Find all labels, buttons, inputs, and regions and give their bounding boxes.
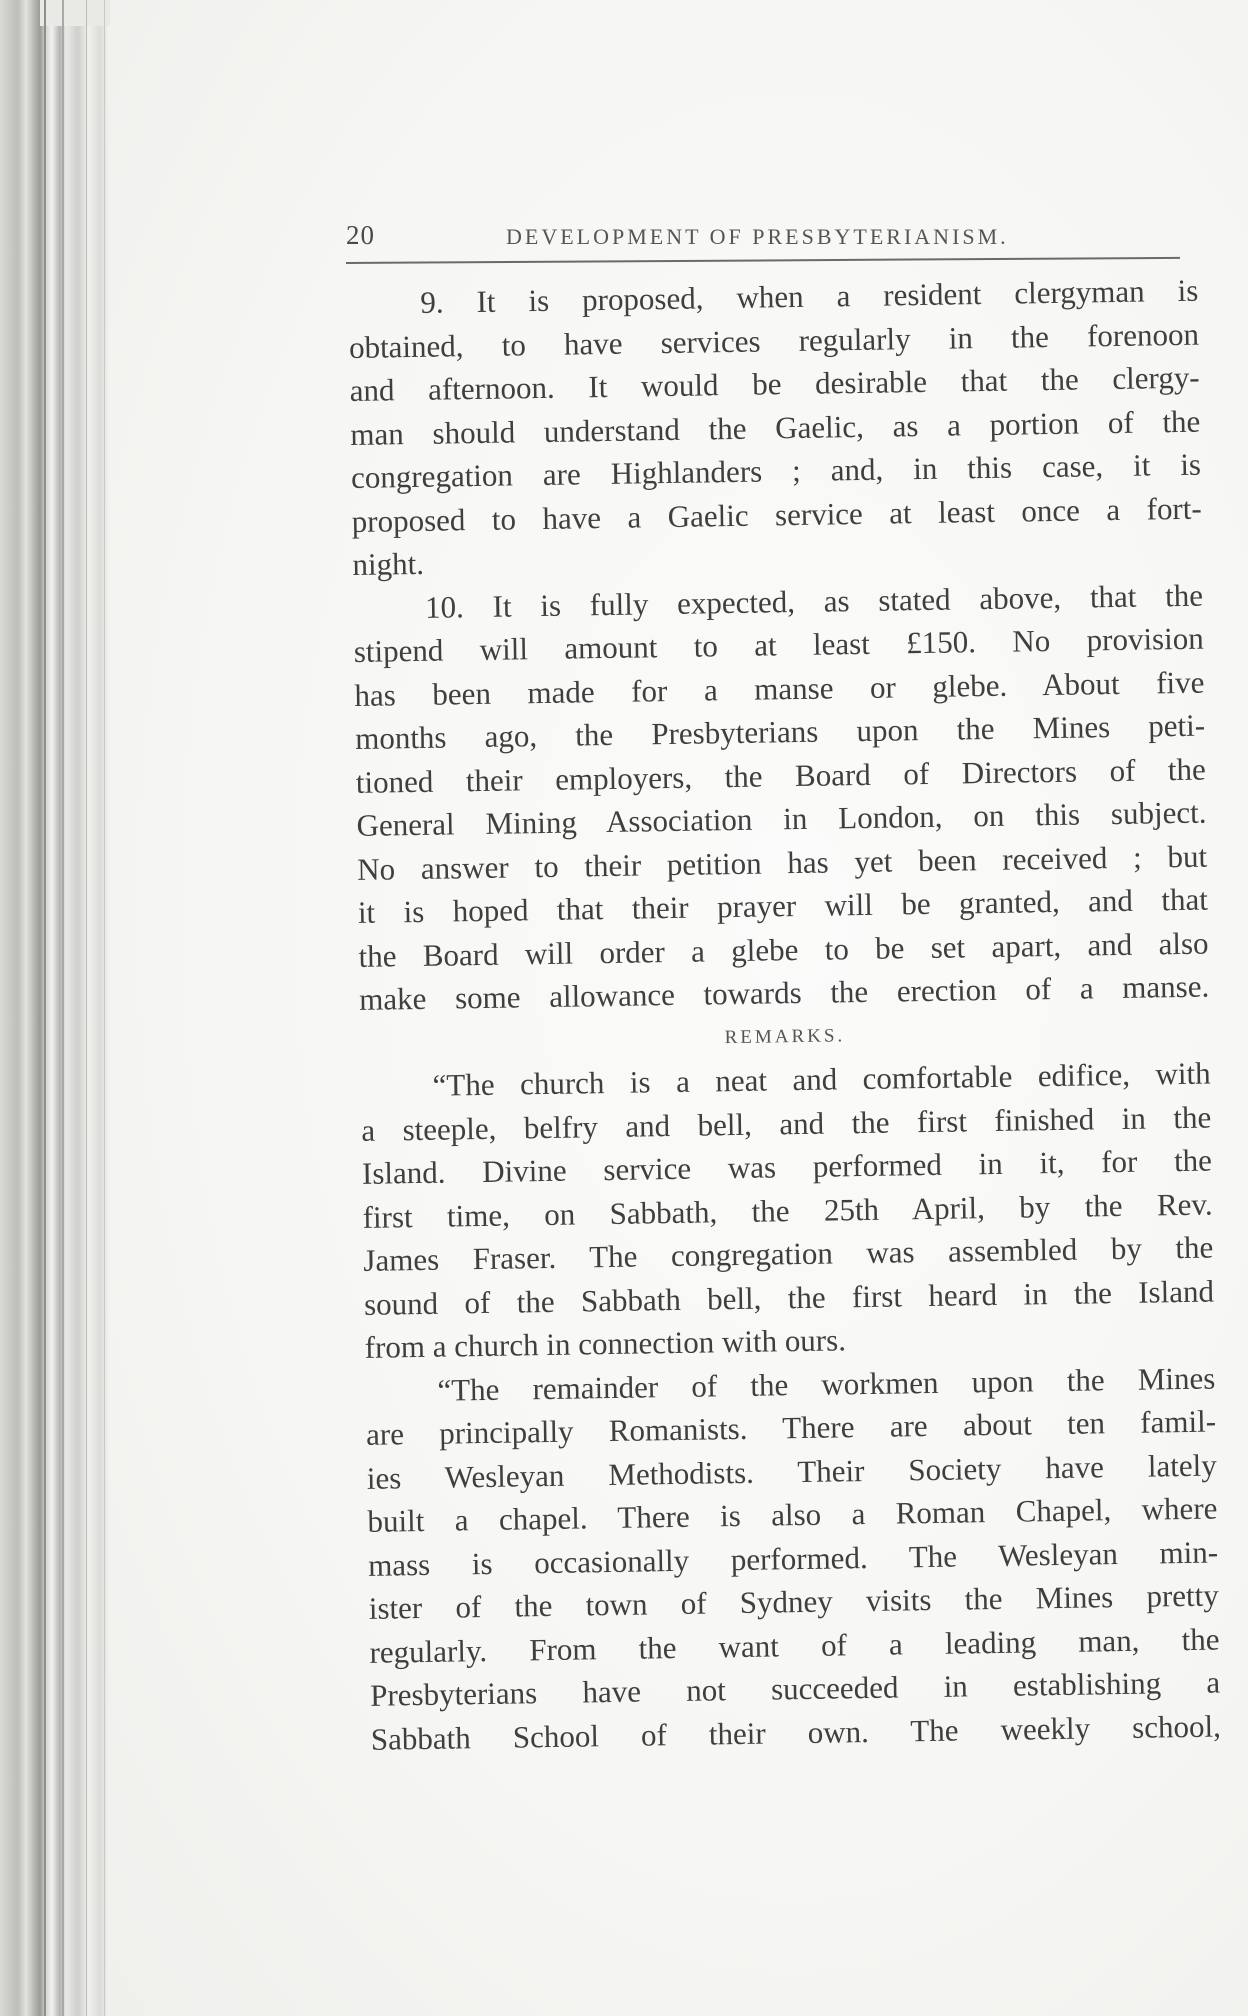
page-edge-line (62, 0, 64, 2016)
page-edge-line (86, 0, 87, 2016)
text-line: man should understand the Gaelic, as a portion of the (350, 403, 1201, 452)
text-line: months ago, the Presbyterians upon the Mines peti- (354, 707, 1206, 756)
text-line: first time, on Sabbath, the 25th April, by the Rev. (362, 1186, 1213, 1235)
text-line: from a church in connection with ours. (364, 1322, 847, 1365)
text-line: James Fraser. The congregation was assembled by the (363, 1229, 1214, 1278)
text-line: are principally Romanists. There are about ten famil- (365, 1403, 1217, 1452)
text-line: Sabbath School of their own. The weekly school, (370, 1707, 1222, 1757)
text-line: has been made for a manse or glebe. About five (354, 664, 1205, 713)
text-line: built a chapel. There is also a Roman Chapel, where (367, 1490, 1218, 1539)
running-head (346, 218, 1176, 258)
text-line: proposed to have a Gaelic service at least once a fort- (351, 490, 1202, 539)
text-line: sound of the Sabbath bell, the first heard in the Island (363, 1273, 1215, 1322)
text-line: obtained, to have services regularly in the forenoon (348, 316, 1200, 365)
text-line: General Mining Association in London, on this subject. (356, 794, 1207, 843)
page-edge-shade (40, 0, 110, 26)
text-line: “The church is a neat and comfortable edifice, with (432, 1055, 1211, 1103)
text-line: 9. It is proposed, when a resident clergyman is (420, 272, 1199, 320)
text-line: ies Wesleyan Methodists. Their Society have lately (366, 1447, 1217, 1496)
text-line: Presbyterians have not succeeded in establishing a (369, 1664, 1221, 1713)
text-line: a steeple, belfry and bell, and the first finished in the (361, 1099, 1212, 1148)
text-line: mass is occasionally performed. The Wesleyan min- (367, 1533, 1219, 1583)
text-line: tioned their employers, the Board of Directors of the (355, 751, 1207, 800)
text-line: Island. Divine service was performed in it, for the (361, 1142, 1213, 1191)
text-line: “The remainder of the workmen upon the Mines (437, 1360, 1216, 1408)
section-heading: REMARKS. (724, 1024, 846, 1048)
page-edge-line (104, 0, 105, 2016)
text-line: and afternoon. It would be desirable that the clergy- (349, 359, 1200, 408)
body-text (348, 269, 1221, 1761)
text-line: it is hoped that their prayer will be granted, and that (357, 881, 1209, 930)
text-line: No answer to their petition has yet been received ; but (356, 838, 1208, 887)
text-line: night. (352, 545, 425, 582)
running-title: DEVELOPMENT OF PRESBYTERIANISM. (506, 224, 1009, 249)
text-line: stipend will amount to at least £150. No provision (353, 620, 1204, 669)
book-page-edges (0, 0, 110, 2016)
page-number: 20 (346, 220, 375, 250)
text-line: 10. It is fully expected, as stated above, that the (424, 577, 1204, 625)
text-line: make some allowance towards the erection of a manse. (358, 968, 1210, 1017)
text-line: the Board will order a glebe to be set apart, and also (358, 925, 1209, 974)
text-line: ister of the town of Sydney visits the Mines pretty (368, 1577, 1220, 1626)
text-line: regularly. From the want of a leading man, the (369, 1620, 1220, 1670)
text-line: congregation are Highlanders ; and, in this case, it is (350, 446, 1202, 495)
page-edge-line (44, 0, 46, 2016)
